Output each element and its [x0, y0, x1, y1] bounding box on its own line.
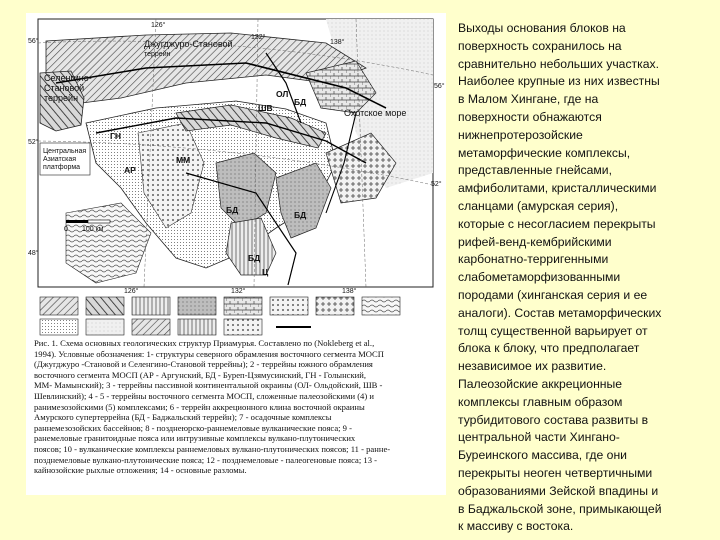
geological-figure: [26, 13, 446, 495]
caption-line: позднемеловые вулкано-плутонические пояса; 12 - позднемеловые - палеогеновые пояса; 13 -: [34, 454, 377, 465]
body-text: Выходы основания блоков на поверхность сохранилось на сравнительно небольших участках. Наиболее крупные из них известны в Малом Хингане, где на поверхности обнажаются нижнепротерозойские метаморфические комплексы, представленные гнейсами, амфиболитами, кристаллическими сланцами (амурская серия), которые с несогласием перекрыты рифей-венд-кембрийскими карбонатно-терригенными слабометаморфизованными породами (хинганская серия и ее аналоги). Состав метаморфических толщ существенной варьирует от блока к блоку, что предполагает независимое их развитие. Палеозойские аккреционные комплексы главным образом турбидитового состава развиты в центральной части Хингано- Буреинского массива, где они перекрыты неоген четвертичными образованиями Зейской впадины и в Баджальской зоне, примыкающей к массиву с востока.: [458, 21, 662, 534]
legend-box-7: [316, 297, 354, 315]
label-dzhugdzhur-terrane: террейн: [144, 51, 171, 58]
label-inset-3: платформа: [43, 164, 81, 171]
legend-box-11: [132, 319, 170, 335]
label-lon-126-bottom: 126°: [124, 288, 139, 295]
label-inset-1: Центральная: [43, 148, 87, 155]
label-selengino-1: Селенгино-: [44, 73, 92, 83]
legend-box-13: [224, 319, 262, 335]
label-lat-48: 48°: [28, 250, 39, 257]
label-ts: Ц: [262, 267, 269, 277]
caption-line: Амурского супертеррейна (БД - Баджальский террейн); 7 - осадочные комплексы: [34, 412, 332, 423]
label-shv: ШВ: [258, 103, 273, 113]
label-lat-52-right: 52°: [431, 181, 442, 188]
label-lon-126-top: 126°: [151, 22, 166, 29]
caption-line: кайнозойские рыхлые отложения; 14 - основные разломы.: [34, 465, 247, 476]
legend-box-6: [270, 297, 308, 315]
caption-line: 1994). Условные обозначения: 1- структуры северного обрамления восточного сегмента МОСП: [34, 348, 384, 359]
label-bd-right: БД: [294, 210, 307, 220]
label-dzhugdzhur: Джугджуро-Становой: [144, 39, 233, 49]
legend-row-1: [40, 297, 400, 315]
label-ar: АР: [124, 165, 136, 175]
label-ol: ОЛ: [276, 89, 289, 99]
label-selengino-2: Становой: [44, 83, 85, 93]
label-scale-100: 100 км: [82, 226, 104, 233]
caption-line: восточного сегмента МОСП (АР - Аргунский, БД - Буреп-Цзямусинский, ГН - Голынский,: [34, 369, 367, 380]
label-lon-132-top: 132°: [251, 34, 266, 41]
caption-line: Рис. 1. Схема основных геологических структур Приамурья. Составлено по (Nokleberg et al.,: [34, 338, 375, 348]
label-bd-top: БД: [294, 97, 307, 107]
label-okhotsk-sea: Охотское море: [344, 108, 407, 118]
legend-box-2: [86, 297, 124, 315]
label-selengino-3: террейн: [44, 93, 79, 103]
figure-caption: [34, 338, 439, 476]
caption-line: раннемезозойских бассейнов; 8 - позднеюрско-раннемеловые вулканические пояса; 9 -: [34, 422, 352, 433]
label-lat-56-right: 56°: [434, 83, 445, 90]
label-lat-52-left: 52°: [28, 139, 39, 146]
legend-row-2: [40, 319, 311, 335]
scale-bar: [66, 220, 110, 223]
caption-line: ранемеловые гранитоидные пояса или интрузивные комплексы вулкано-плутонических: [34, 433, 356, 444]
caption-line: Шевлинский); 4 - 5 - террейны восточного сегмента МОСП, сложенные палеозойскими (4) и: [34, 390, 374, 401]
legend-box-4: [178, 297, 216, 315]
label-lat-56-left: 56°: [28, 38, 39, 45]
legend-box-10: [86, 319, 124, 335]
legend-box-9: [40, 319, 78, 335]
legend-box-5: [224, 297, 262, 315]
caption-line: ранимезозойскими (5) комплексами; 6 - террейн аккреционного клина восточной окраины: [34, 401, 365, 412]
label-scale-0: 0: [64, 226, 68, 233]
label-bd-mid: БД: [226, 205, 239, 215]
legend-box-1: [40, 297, 78, 315]
legend-box-3: [132, 297, 170, 315]
caption-line: ММ- Мамынский); 3 - террейны пассивной континентальной окраины (ОЛ- Ольдойский, ШВ -: [34, 380, 383, 391]
legend-box-12: [178, 319, 216, 335]
label-lon-138-top: 138°: [330, 39, 345, 46]
label-lon-138-bottom: 138°: [342, 288, 357, 295]
caption-line: (Джугджуро -Становой и Селенгино-Становой террейны); 2 - террейны южного обрамления: [34, 359, 373, 370]
label-mm: ММ: [176, 155, 191, 165]
label-bd-low: БД: [248, 253, 261, 263]
caption-line: поясов; 10 - вулканические комплексы раннемеловых вулкано-плутонических поясов; 11 - ранне-: [34, 443, 391, 454]
label-lon-132-bottom: 132°: [231, 288, 246, 295]
label-inset-2: Азиатская: [43, 156, 77, 163]
label-gn: ГН: [110, 131, 121, 141]
legend-box-8: [362, 297, 400, 315]
